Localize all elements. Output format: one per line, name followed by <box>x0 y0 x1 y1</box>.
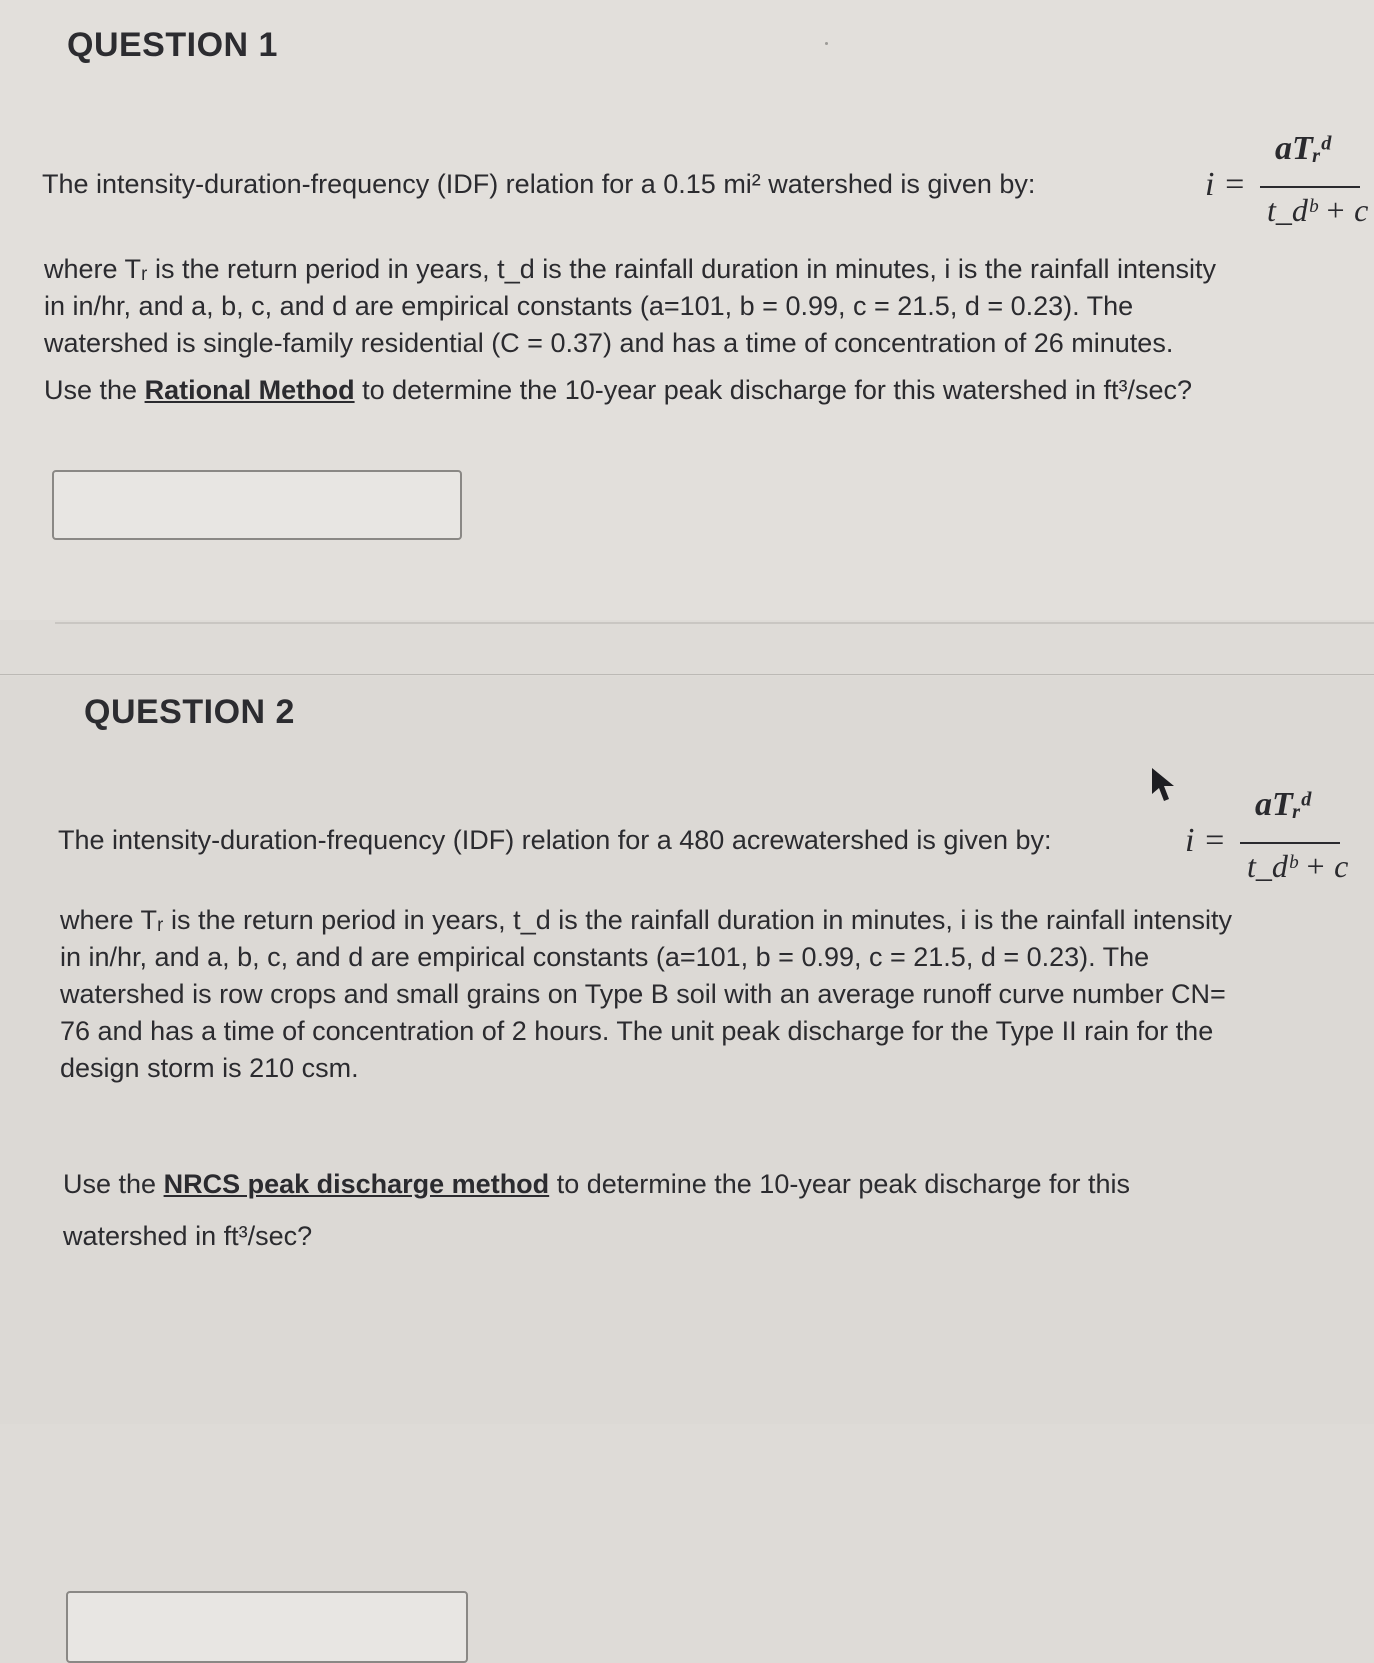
q2-line-4: watershed is row crops and small grains on Type B soil with an average runoff curve number CN= <box>60 979 1226 1009</box>
q2-line-6: design storm is 210 csm. <box>60 1053 359 1083</box>
question-2-title: QUESTION 2 <box>84 693 295 731</box>
separator-line <box>0 674 1374 675</box>
q1-use-pre: Use the <box>44 375 138 405</box>
question-1-text <box>42 166 1035 203</box>
question-2-prompt <box>63 1158 1130 1262</box>
separator-line <box>55 622 1374 624</box>
q2-use-post: to determine the 10-year peak discharge for this <box>556 1169 1131 1199</box>
question-1-body <box>44 251 1216 409</box>
q1-line-5 <box>44 372 1216 409</box>
question-2-answer-input[interactable] <box>66 1591 468 1663</box>
q2-line-3: in in/hr, and a, b, c, and d are empirical constants (a=101, b = 0.99, c = 21.5, d = 0.23). The <box>60 942 1150 972</box>
formula-bar <box>1260 186 1360 188</box>
formula-denominator: t_dᵇ + c <box>1267 192 1369 228</box>
q2-intro-line: The intensity-duration-frequency (IDF) relation for a 480 acrewatershed is given by: <box>58 825 1052 855</box>
formula-bar <box>1240 842 1340 844</box>
formula-denominator: t_dᵇ + c <box>1247 848 1349 884</box>
formula-numerator: aTᵣᵈ <box>1275 130 1331 167</box>
q1-line-3: in in/hr, and a, b, c, and d are empirical constants (a=101, b = 0.99, c = 21.5, d = 0.23). The <box>44 291 1134 321</box>
q1-intro-line: The intensity-duration-frequency (IDF) relation for a 0.15 mi² watershed is given by: <box>42 169 1036 199</box>
question-1-title: QUESTION 1 <box>67 26 278 64</box>
q1-line-2: where Tᵣ is the return period in years, t_d is the rainfall duration in minutes, i is the rainfall intensity <box>44 254 1217 284</box>
formula-lhs: i = <box>1185 822 1226 859</box>
q2-idf-formula <box>1185 786 1350 901</box>
q2-use-line <box>63 1158 1130 1210</box>
formula-lhs: i = <box>1205 166 1246 203</box>
question-2-text <box>58 822 1051 859</box>
nrcs-method-link[interactable]: NRCS peak discharge method <box>163 1169 550 1199</box>
q1-idf-formula <box>1205 130 1370 245</box>
question-2-body <box>60 902 1232 1087</box>
q1-line-4: watershed is single-family residential (C = 0.37) and has a time of concentration of 26 minutes. <box>44 328 1174 358</box>
formula-numerator: aTᵣᵈ <box>1255 786 1311 823</box>
rational-method-link[interactable]: Rational Method <box>144 375 355 405</box>
q1-use-post: to determine the 10-year peak discharge for this watershed in ft³/sec? <box>362 375 1193 405</box>
q2-line-5: 76 and has a time of concentration of 2 hours. The unit peak discharge for the Type II rain for the <box>60 1016 1214 1046</box>
q2-line-2: where Tᵣ is the return period in years, t_d is the rainfall duration in minutes, i is the rainfall intensity <box>60 905 1233 935</box>
q2-use-line-2: watershed in ft³/sec? <box>63 1221 313 1251</box>
question-2-section <box>0 676 1374 1424</box>
question-1-section <box>0 0 1374 620</box>
question-1-answer-input[interactable] <box>52 470 462 540</box>
mouse-cursor-icon <box>1148 766 1178 802</box>
q2-use-pre: Use the <box>63 1169 157 1199</box>
dust-dot <box>825 42 828 45</box>
